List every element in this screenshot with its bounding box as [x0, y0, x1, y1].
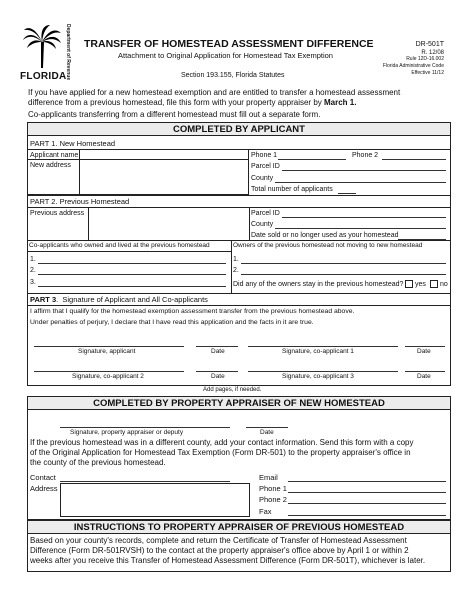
owners-header: Owners of the previous homestead not moving to new homestead — [233, 242, 423, 249]
add-pages-note: Add pages, if needed. — [203, 387, 262, 393]
coapplicant-3-label: 3. — [30, 279, 36, 286]
owner-1-label: 1. — [233, 256, 239, 263]
stay-no-label: no — [440, 281, 448, 288]
previous-address-label: Previous address — [30, 210, 85, 217]
contact-label: Contact — [30, 473, 56, 482]
coapplicant-2-field[interactable] — [38, 274, 226, 275]
email-field[interactable] — [288, 481, 446, 482]
form-number: DR-501T — [415, 41, 444, 48]
intro-line-2-text: difference from a previous homestead, file this form with your property appraiser by — [28, 98, 324, 107]
part2-parcel-id-field[interactable] — [282, 217, 446, 218]
sig-co2-line[interactable] — [34, 371, 184, 372]
coapplicant-1-label: 1. — [30, 256, 36, 263]
part2-county-field[interactable] — [275, 228, 446, 229]
part2-county-label: County — [251, 221, 274, 228]
form-rule: Rule 12D-16.002 — [406, 56, 444, 62]
appraiser-prev-line-1: Based on your county's records, complete and return the Certificate of Transfer of Homestead Assessment — [30, 536, 407, 545]
intro-line-1: If you have applied for a new homestead exemption and are entitled to transfer a homestead assessment — [28, 88, 401, 97]
appraiser-prev-line-2: Difference (Form DR-501RVSH) to the contact at the property appraiser's office above by April 1 or within 2 — [30, 546, 409, 555]
part1-title: PART 1. New Homestead — [30, 139, 116, 148]
stay-yes-checkbox[interactable] — [405, 280, 413, 288]
appraiser-sig-label: Signature, property appraiser or deputy — [70, 429, 184, 436]
appraiser-sig-line[interactable] — [60, 427, 230, 428]
sig-co1-line[interactable] — [248, 346, 398, 347]
sig-co3-date-line[interactable] — [405, 371, 445, 372]
perjury-text: Under penalties of perjury, I declare that I have read this application and the facts in it are true. — [30, 319, 314, 326]
sig-co3-label: Signature, co-applicant 3 — [282, 373, 354, 380]
affirm-text: I affirm that I qualify for the homestead exemption assessment transfer from the previous homestead above. — [30, 308, 355, 315]
sig-co3-line[interactable] — [248, 371, 398, 372]
address-label: Address — [30, 484, 58, 493]
new-address-field[interactable] — [80, 160, 248, 194]
fax-label: Fax — [259, 507, 272, 516]
stay-yes-label: yes — [415, 281, 426, 288]
logo-dept-text: Department of Revenue — [65, 24, 71, 81]
appraiser-date-label: Date — [260, 429, 274, 436]
appraiser-para-2: of the Original Application for Homestead Tax Exemption (Form DR-501) to the property appraiser's office in — [30, 448, 411, 457]
palm-tree-icon — [22, 24, 62, 70]
form-admin-code: Florida Administrative Code — [382, 63, 444, 69]
date-sold-label: Date sold or no longer used as your homestead — [251, 232, 399, 239]
part3-title: PART 3. Signature of Applicant and All Co-applicants — [30, 295, 208, 304]
appraiser-para-3: the county of the previous homestead. — [30, 458, 166, 467]
appraiser-new-header: COMPLETED BY PROPERTY APPRAISER OF NEW HOMESTEAD — [27, 396, 451, 410]
part2-title: PART 2. Previous Homestead — [30, 197, 130, 206]
sig-co2-date-label: Date — [211, 373, 225, 380]
applicant-name-field[interactable] — [80, 150, 248, 159]
part1-phone1-field[interactable] — [278, 159, 346, 160]
sig-co2-date-line[interactable] — [196, 371, 238, 372]
appraiser-phone2-label: Phone 2 — [259, 495, 287, 504]
appraiser-phone1-label: Phone 1 — [259, 484, 287, 493]
sig-applicant-line[interactable] — [34, 346, 184, 347]
fax-field[interactable] — [288, 515, 446, 516]
form-effective: Effective 11/12 — [411, 70, 444, 76]
stay-question: Did any of the owners stay in the previous homestead? — [233, 281, 404, 288]
part3-label: PART 3 — [30, 295, 57, 304]
sig-applicant-date-line[interactable] — [196, 346, 238, 347]
owner-2-label: 2. — [233, 267, 239, 274]
appraiser-phone1-field[interactable] — [288, 492, 446, 493]
sig-co2-label: Signature, co-applicant 2 — [72, 373, 144, 380]
coapplicant-1-field[interactable] — [38, 263, 226, 264]
sig-co1-date-label: Date — [417, 348, 431, 355]
part1-phone1-label: Phone 1 — [251, 152, 278, 159]
intro-deadline: March 1. — [324, 98, 357, 107]
appraiser-prev-header: INSTRUCTIONS TO PROPERTY APPRAISER OF PREVIOUS HOMESTEAD — [27, 520, 451, 534]
appraiser-prev-line-3: weeks after you receive this Transfer of Homestead Assessment Difference (Form DR-501T), whichever is later. — [30, 556, 426, 565]
appraiser-para-1: If the previous homestead was in a different county, add your contact information. Send this form with a copy — [30, 438, 414, 447]
owner-2-field[interactable] — [241, 274, 446, 275]
part1-parcel-id-field[interactable] — [282, 170, 446, 171]
part1-county-field[interactable] — [275, 182, 446, 183]
part3-heading: Signature of Applicant and All Co-applicants — [62, 295, 208, 304]
sig-co1-label: Signature, co-applicant 1 — [282, 348, 354, 355]
coapplicants-header: Co-applicants who owned and lived at the previous homestead — [29, 242, 210, 249]
total-applicants-field[interactable] — [338, 193, 356, 194]
intro-line-3: Co-applicants transferring from a different homestead must fill out a separate form. — [28, 110, 321, 119]
sig-co3-date-label: Date — [417, 373, 431, 380]
form-statute: Section 193.155, Florida Statutes — [181, 72, 285, 79]
new-address-label: New address — [30, 162, 71, 169]
applicant-section-header: COMPLETED BY APPLICANT — [27, 122, 451, 136]
part1-county-label: County — [251, 175, 274, 182]
email-label: Email — [259, 473, 278, 482]
form-revision: R. 12/08 — [421, 50, 444, 56]
address-field[interactable] — [60, 483, 250, 517]
florida-dor-logo — [20, 22, 72, 84]
part2-parcel-id-label: Parcel ID — [251, 210, 280, 217]
coapplicant-2-label: 2. — [30, 267, 36, 274]
part1-phone2-field[interactable] — [382, 159, 446, 160]
part1-phone2-label: Phone 2 — [352, 152, 379, 159]
appraiser-phone2-field[interactable] — [288, 503, 446, 504]
part1-parcel-id-label: Parcel ID — [251, 163, 280, 170]
form-subtitle: Attachment to Original Application for Homestead Tax Exemption — [118, 51, 333, 60]
intro-line-2 — [28, 99, 356, 107]
sig-co1-date-line[interactable] — [405, 346, 445, 347]
logo-state-name: FLORIDA — [20, 71, 67, 82]
coapplicant-3-field[interactable] — [38, 286, 226, 287]
owner-1-field[interactable] — [241, 263, 446, 264]
total-applicants-label: Total number of applicants — [251, 186, 333, 193]
applicant-name-label: Applicant name — [30, 152, 79, 159]
contact-field[interactable] — [60, 481, 230, 482]
sig-applicant-label: Signature, applicant — [78, 348, 136, 355]
sig-applicant-date-label: Date — [211, 348, 225, 355]
form-title: TRANSFER OF HOMESTEAD ASSESSMENT DIFFERENCE — [84, 38, 374, 50]
appraiser-date-line[interactable] — [246, 427, 288, 428]
previous-address-field[interactable] — [89, 208, 248, 239]
stay-no-checkbox[interactable] — [430, 280, 438, 288]
